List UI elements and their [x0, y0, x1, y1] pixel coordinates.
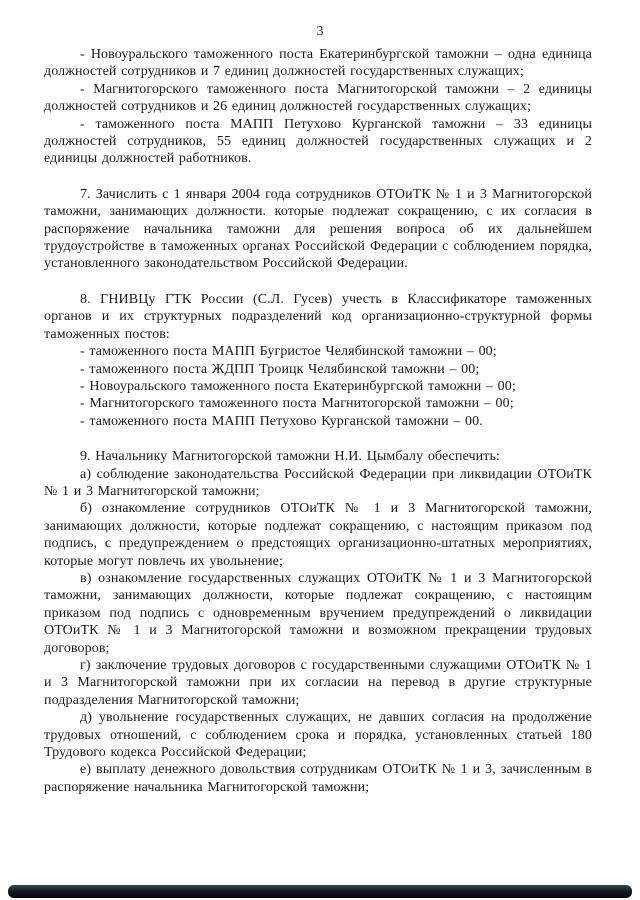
- paragraph: - Магнитогорского таможенного поста Магнитогорской таможни – 2 единицы должностей сотрудников и 26 единиц должностей государственных служащих;: [44, 81, 592, 115]
- paragraph: - Магнитогорского таможенного поста Магнитогорской таможни – 00;: [80, 396, 514, 412]
- paragraph: - таможенного поста МАПП Петухово Курганской таможни – 33 единицы должностей сотрудников, 55 единиц должностей государственных служащих и 2 единицы должностей работников.: [44, 116, 592, 167]
- paragraph: - Новоуральского таможенного поста Екатеринбургской таможни – 00;: [80, 378, 516, 394]
- document-body: [44, 46, 592, 796]
- paragraph: в) ознакомление государственных служащих ОТОиТК № 1 и 3 Магнитогорской таможни, занимающих должности, которые подлежат сокращению, с настоящим приказом под подпись с одновременным вручением предупреждений о ликвидации ОТОиТК № 1 и 3 Магнитогорской таможни и возможном прекращении трудовых договоров;: [44, 570, 592, 656]
- paragraph: а) соблюдение законодательства Российской Федерации при ликвидации ОТОиТК № 1 и 3 Магнитогорской таможни;: [44, 466, 592, 499]
- paragraph: 9. Начальнику Магнитогорской таможни Н.И. Цымбалу обеспечить:: [80, 449, 500, 465]
- paragraph: - таможенного поста ЖДПП Троицк Челябинской таможни – 00;: [80, 361, 480, 377]
- paragraph: 8. ГНИВЦу ГТК России (С.Л. Гусев) учесть в Классификаторе таможенных органов и их структурных подразделений код организационно-структурной формы таможенных постов:: [44, 291, 592, 342]
- paragraph: е) выплату денежного довольствия сотрудникам ОТОиТК № 1 и 3, зачисленным в распоряжение начальника Магнитогорской таможни;: [44, 762, 592, 795]
- paragraph: г) заключение трудовых договоров с государственными служащими ОТОиТК № 1 и 3 Магнитогорской таможни при их согласии на перевод в другие структурные подразделения Магнитогорской таможни;: [44, 658, 592, 708]
- page-number: 3: [316, 24, 324, 39]
- paragraph: б) ознакомление сотрудников ОТОиТК № 1 и 3 Магнитогорской таможни, занимающих должности, которые подлежат сокращению, с настоящим приказом под подпись, с предупреждением о предстоящих организационно-штатных мероприятиях, которые могут повлечь их увольнение;: [44, 501, 592, 569]
- bottom-bar: [8, 885, 632, 898]
- paragraph: 7. Зачислить с 1 января 2004 года сотрудников ОТОиТК № 1 и 3 Магнитогорской таможни, занимающих должности. которые подлежат сокращению, с их согласия в распоряжение начальника таможни для решения вопроса об их дальнейшем трудоустройстве в таможенных органах Российской Федерации с соблюдением порядка, установленного законодательством Российской Федерации.: [44, 186, 592, 272]
- paragraph: - таможенного поста МАПП Бугристое Челябинской таможни – 00;: [80, 344, 497, 360]
- paragraph: д) увольнение государственных служащих, не давших согласия на продолжение трудовых отношений, с соблюдением срока и порядка, установленных статьей 180 Трудового кодекса Российской Федерации;: [44, 710, 592, 761]
- paragraph: - Новоуральского таможенного поста Екатеринбургской таможни – одна единица должностей сотрудников и 7 единиц должностей государственных служащих;: [44, 47, 592, 80]
- paragraph: - таможенного поста МАПП Петухово Курганской таможни – 00.: [80, 413, 483, 429]
